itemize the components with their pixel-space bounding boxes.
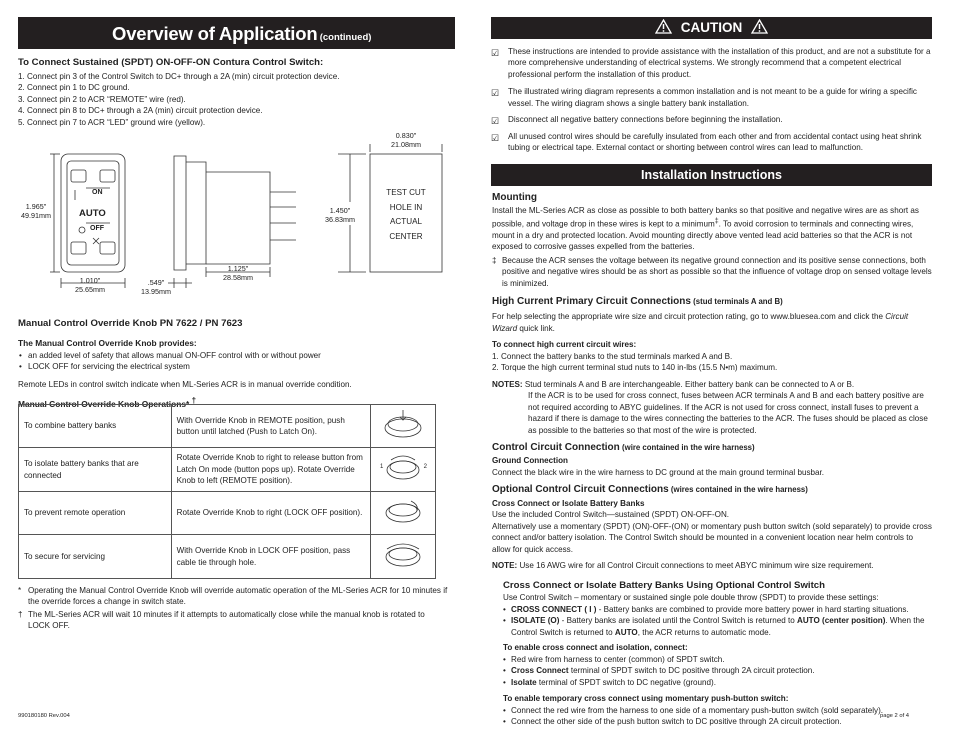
occ-title: Optional Control Circuit Connections (wires contained in the wire harness)	[492, 484, 808, 496]
footnote-1: * Operating the Manual Control Override Knob will override automatic operation of the ML-Series ACR for 10 minutes if the override forces a change in switch state.	[18, 586, 448, 607]
hc-text: For help selecting the appropriate wire size and circuit protection rating, go to www.bluesea.com and click the Circuit Wizard quick link.	[492, 312, 909, 333]
spdt-step: 2. Connect pin 1 to DC ground.	[18, 83, 130, 93]
hc-connect-title: To connect high current circuit wires:	[492, 340, 637, 350]
iso-bullet: • ISOLATE (O) - Battery banks are isolated until the Control Switch is returned to AUTO (center position). When the Control Switch is returned to AUTO, the ACR returns to automatic mode.	[503, 616, 925, 637]
ops-task: To combine battery banks	[19, 405, 172, 448]
mounting-note: ‡ Because the ACR senses the voltage between its negative ground connection and its positive sense connections, both positive and negative wires should be as short as possible so that the influence of voltage drop on sensed voltage levels is minimized.	[492, 255, 932, 288]
checkbox-icon: ☑	[491, 116, 500, 127]
dim-depth: 1.125" 28.58mm	[223, 264, 253, 282]
knob-bullet: • LOCK OFF for servicing the electrical system	[19, 362, 190, 372]
doc-id: 990180180 Rev.004	[18, 713, 70, 719]
remote-leds-text: Remote LEDs in control switch indicate when ML-Series ACR is in manual override condition.	[18, 379, 352, 389]
install-body	[492, 191, 932, 727]
knob-lock-icon	[371, 492, 436, 535]
circuit-wizard-link[interactable]: Circuit Wizard	[492, 312, 909, 333]
ops-how: Rotate Override Knob to right (LOCK OFF position).	[171, 492, 370, 535]
hc-notes: NOTES: Stud terminals A and B are interchangeable. Either battery bank can be connected to A or B. If the ACR is to be used for cross connect, fuses between ACR terminals A and B and each battery positive are not required according to ABYC guidelines. If the ACR is not used for cross connect, install fuses to prevent a hazard if there is damage to the wires connecting the batteries to the ACR. The fuses should be placed as close as possible to the batteries so that most of the wire is protected.	[492, 379, 928, 435]
ops-task: To isolate battery banks that are connected	[19, 448, 172, 492]
spdt-step: 5. Connect pin 7 to ACR “LED” ground wire (yellow).	[18, 117, 206, 127]
ops-title: Manual Control Override Knob Operations* †	[18, 395, 197, 409]
ops-how: Rotate Override Knob to right to release button from Latch On mode (button pops up). Rotate Override Knob to left (REMOTE position).	[171, 448, 370, 492]
footnotes	[18, 585, 448, 632]
spdt-section	[18, 56, 455, 128]
caution-header-bar	[491, 17, 932, 39]
footnote-2: † The ML-Series ACR will wait 10 minutes if it attempts to automatically close while the manual knob is rotated to LOCK OFF.	[18, 609, 425, 631]
temp-bullet: • Connect the red wire from the harness to one side of a momentary push-button switch (sold separately).	[503, 705, 884, 715]
dim-side: .549" 13.95mm	[141, 278, 171, 296]
caution-item: ☑ Disconnect all negative battery connections before beginning the installation.	[491, 115, 783, 127]
overview-header-bar	[18, 17, 455, 49]
enable-bullet: • Cross Connect terminal of SPDT switch to DC positive through 2A circuit protection.	[503, 666, 815, 676]
hc-step: 2. Torque the high current terminal stud nuts to 140 in-lbs (15.5 N•m) maximum.	[492, 363, 778, 373]
dim-cut-width: 0.830" 21.08mm	[391, 131, 421, 149]
override-operations-table	[18, 404, 436, 579]
checkbox-icon: ☑	[491, 48, 500, 58]
enable-bullet: • Isolate terminal of SPDT switch to DC negative (ground).	[503, 677, 716, 687]
page-title-sub: (continued)	[319, 32, 372, 43]
knob-cable-tie-icon	[371, 535, 436, 579]
checkbox-icon: ☑	[491, 88, 500, 99]
knob-push-icon	[371, 405, 436, 448]
knob-provides: The Manual Control Override Knob provides:	[18, 337, 197, 348]
hc-title: High Current Primary Circuit Connections (stud terminals A and B)	[492, 296, 783, 308]
temp-bullet: • Connect the other side of the push button switch to DC positive through 2A circuit protection.	[503, 717, 842, 726]
caution-list	[491, 46, 932, 154]
optional-switch-section	[492, 579, 932, 728]
mounting-text: Install the ML-Series ACR as close as possible to both battery banks so that positive and negative wires are as short as possible, and voltage drop in these wires is kept to a minimum‡. To avoid corrosion to terminals and connecting wires, mount in a dry and protected location. Avoid mounting directly above vented lead acid batteries so that the ACR is not exposed to corrosive gasses expelled from the batteries.	[492, 206, 919, 252]
warning-icon	[655, 19, 672, 41]
switch-label-auto: AUTO	[79, 208, 106, 219]
warning-icon	[751, 19, 768, 41]
mounting-title: Mounting	[492, 192, 537, 203]
optsw-title: Cross Connect or Isolate Battery Banks Using Optional Control Switch	[503, 579, 825, 591]
knob-title: Manual Control Override Knob PN 7622 / PN 7623	[18, 318, 243, 329]
ground-text: Connect the black wire in the wire harness to DC ground at the main ground terminal busbar.	[492, 467, 825, 477]
table-row	[19, 492, 436, 535]
dim-width: 1.010" 25.65mm	[75, 276, 105, 294]
table-row	[19, 448, 436, 492]
knob-bullet: • an added level of safety that allows manual ON-OFF control with or without power	[19, 350, 321, 360]
table-row	[19, 405, 436, 448]
cross-bullet: • CROSS CONNECT ( I ) - Battery banks are combined to provide more battery power in hard starting situations.	[503, 604, 909, 614]
ccib-text2: Alternatively use a momentary (SPDT) (ON)-OFF-(ON) or momentary push button switch (sold separately) to provide cross connect and/or battery isolation. The Control Switch should be mounted in a convenient location near helm controls to allow for quick access.	[492, 521, 932, 554]
hc-step: 1. Connect the battery banks to the stud terminals marked A and B.	[492, 351, 733, 361]
ops-how: With Override Knob in LOCK OFF position, pass cable tie through hole.	[171, 535, 370, 579]
spdt-step: 3. Connect pin 2 to ACR “REMOTE” wire (red).	[18, 94, 186, 104]
caution-title: CAUTION	[680, 20, 743, 35]
cc-title: Control Circuit Connection (wire contained in the wire harness)	[492, 442, 755, 454]
dim-height: 1.965" 49.91mm	[21, 202, 51, 220]
ops-task: To prevent remote operation	[19, 492, 172, 535]
enable-title: To enable cross connect and isolation, connect:	[503, 643, 688, 653]
ops-how: With Override Knob in REMOTE position, push button until latched (Push to Latch On).	[171, 405, 370, 448]
optsw-text: Use Control Switch – momentary or sustained single pole double throw (SPDT) to provide these settings:	[503, 593, 879, 603]
ground-title: Ground Connection	[492, 456, 568, 466]
checkbox-icon: ☑	[491, 132, 500, 143]
knob-section	[18, 317, 455, 411]
wire-note: NOTE: Use 16 AWG wire for all Control Circuit connections to meet ABYC minimum wire size requirement.	[492, 561, 874, 571]
page-number: page 2 of 4	[880, 713, 910, 719]
spdt-step: 4. Connect pin 8 to DC+ through a 2A (min) circuit protection device.	[18, 106, 263, 116]
ccib-title: Cross Connect or Isolate Battery Banks	[492, 498, 645, 508]
knob-rotate-icon: 1 2	[371, 448, 436, 492]
dim-cut-height: 1.450" 36.83mm	[325, 206, 355, 224]
spdt-step: 1. Connect pin 3 of the Control Switch to DC+ through a 2A (min) circuit protection device.	[18, 71, 340, 81]
temp-title: To enable temporary cross connect using momentary push-button switch:	[503, 694, 789, 704]
caution-item: ☑ All unused control wires should be carefully insulated from each other and from accidental contact using heat shrink tubing or electrical tape. External contact or shorting between control wires can lead to malfunction.	[491, 131, 922, 153]
ops-task: To secure for servicing	[19, 535, 172, 579]
cut-hole-label: TEST CUT HOLE IN ACTUAL CENTER	[386, 188, 426, 241]
enable-bullet: • Red wire from harness to center (common) of SPDT switch.	[503, 654, 725, 664]
ccib-text1: Use the included Control Switch—sustained (SPDT) ON-OFF-ON.	[492, 510, 730, 520]
page-title: Overview of Application	[112, 23, 318, 44]
install-header-bar: Installation Instructions	[491, 164, 932, 186]
caution-item: ☑ The illustrated wiring diagram represents a common installation and is not meant to be a guide for wiring a specific vessel. The wiring diagram shows a single battery bank installation.	[491, 87, 917, 108]
caution-item: ☑ These instructions are intended to provide assistance with the installation of this product, and are not a substitute for a more comprehensive understanding of electrical systems. We strongly recommend that a competent electrical professional perform the installation of this product.	[491, 47, 931, 79]
switch-label-on: ON	[92, 189, 103, 196]
table-row	[19, 535, 436, 579]
spdt-title: To Connect Sustained (SPDT) ON-OFF-ON Contura Control Switch:	[18, 57, 324, 68]
switch-label-off: OFF	[90, 225, 104, 232]
switch-dimension-diagram	[18, 132, 455, 302]
